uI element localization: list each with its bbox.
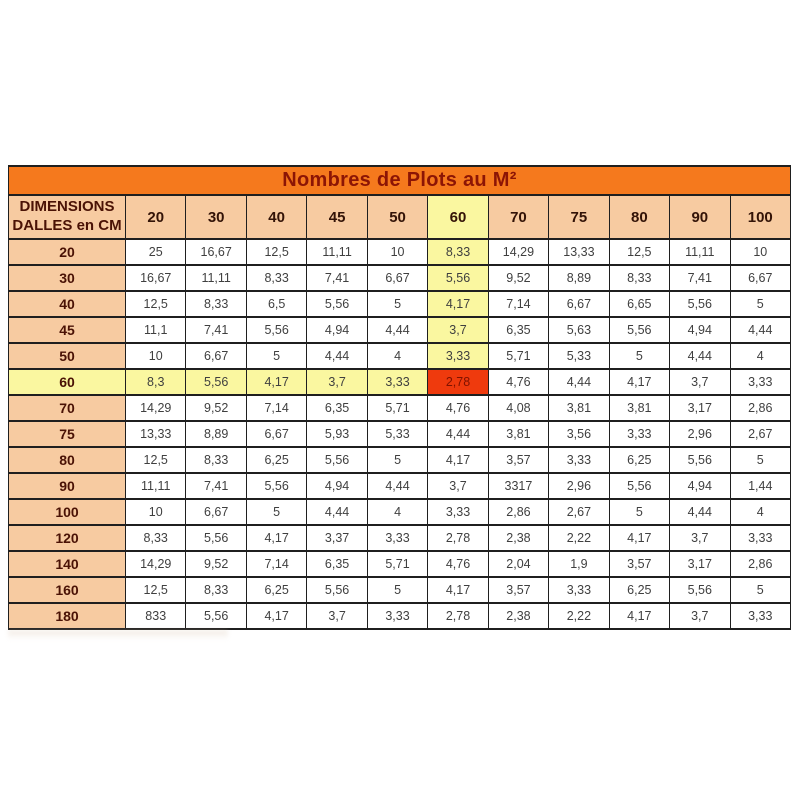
cell-160x50: 5 <box>367 577 427 603</box>
cell-20x50: 10 <box>367 239 427 265</box>
col-header-90: 90 <box>670 195 730 239</box>
cell-50x50: 4 <box>367 343 427 369</box>
cell-20x60: 8,33 <box>428 239 488 265</box>
cell-180x45: 3,7 <box>307 603 367 629</box>
cell-90x45: 4,94 <box>307 473 367 499</box>
cell-45x70: 6,35 <box>488 317 548 343</box>
cell-75x90: 2,96 <box>670 421 730 447</box>
cell-120x30: 5,56 <box>186 525 246 551</box>
row-header-50: 50 <box>9 343 126 369</box>
cell-180x90: 3,7 <box>670 603 730 629</box>
row-header-120: 120 <box>9 525 126 551</box>
cell-75x80: 3,33 <box>609 421 669 447</box>
cell-45x20: 11,1 <box>126 317 186 343</box>
cell-160x40: 6,25 <box>246 577 306 603</box>
cell-90x70: 3317 <box>488 473 548 499</box>
cell-140x45: 6,35 <box>307 551 367 577</box>
cell-140x30: 9,52 <box>186 551 246 577</box>
cell-140x100: 2,86 <box>730 551 790 577</box>
cell-20x100: 10 <box>730 239 790 265</box>
cell-30x100: 6,67 <box>730 265 790 291</box>
cell-140x40: 7,14 <box>246 551 306 577</box>
cell-140x70: 2,04 <box>488 551 548 577</box>
cell-160x100: 5 <box>730 577 790 603</box>
cell-40x70: 7,14 <box>488 291 548 317</box>
cell-40x80: 6,65 <box>609 291 669 317</box>
cell-80x50: 5 <box>367 447 427 473</box>
row-header-75: 75 <box>9 421 126 447</box>
cell-180x60: 2,78 <box>428 603 488 629</box>
col-header-40: 40 <box>246 195 306 239</box>
cell-180x50: 3,33 <box>367 603 427 629</box>
cell-160x20: 12,5 <box>126 577 186 603</box>
cell-60x20: 8,3 <box>126 369 186 395</box>
cell-120x75: 2,22 <box>549 525 609 551</box>
cell-100x80: 5 <box>609 499 669 525</box>
cell-40x20: 12,5 <box>126 291 186 317</box>
cell-70x50: 5,71 <box>367 395 427 421</box>
cell-160x70: 3,57 <box>488 577 548 603</box>
col-header-60: 60 <box>428 195 488 239</box>
cell-80x75: 3,33 <box>549 447 609 473</box>
cell-20x20: 25 <box>126 239 186 265</box>
plots-table <box>8 165 791 630</box>
cell-100x20: 10 <box>126 499 186 525</box>
cell-140x20: 14,29 <box>126 551 186 577</box>
cell-120x40: 4,17 <box>246 525 306 551</box>
cell-120x80: 4,17 <box>609 525 669 551</box>
cell-30x70: 9,52 <box>488 265 548 291</box>
cell-90x50: 4,44 <box>367 473 427 499</box>
cell-40x40: 6,5 <box>246 291 306 317</box>
cell-75x45: 5,93 <box>307 421 367 447</box>
cell-50x40: 5 <box>246 343 306 369</box>
table-body <box>9 239 791 629</box>
cell-75x40: 6,67 <box>246 421 306 447</box>
cell-40x45: 5,56 <box>307 291 367 317</box>
cell-120x100: 3,33 <box>730 525 790 551</box>
cell-75x30: 8,89 <box>186 421 246 447</box>
cell-80x40: 6,25 <box>246 447 306 473</box>
table-row-50 <box>9 343 791 369</box>
cell-30x80: 8,33 <box>609 265 669 291</box>
cell-30x30: 11,11 <box>186 265 246 291</box>
cell-60x75: 4,44 <box>549 369 609 395</box>
row-header-90: 90 <box>9 473 126 499</box>
row-header-80: 80 <box>9 447 126 473</box>
cell-70x30: 9,52 <box>186 395 246 421</box>
cell-120x60: 2,78 <box>428 525 488 551</box>
table-row-45 <box>9 317 791 343</box>
table-row-40 <box>9 291 791 317</box>
row-header-160: 160 <box>9 577 126 603</box>
cell-45x30: 7,41 <box>186 317 246 343</box>
table-row-60 <box>9 369 791 395</box>
col-header-80: 80 <box>609 195 669 239</box>
cell-75x70: 3,81 <box>488 421 548 447</box>
cell-40x30: 8,33 <box>186 291 246 317</box>
table-row-75 <box>9 421 791 447</box>
cell-180x40: 4,17 <box>246 603 306 629</box>
cell-90x30: 7,41 <box>186 473 246 499</box>
cell-80x70: 3,57 <box>488 447 548 473</box>
cell-70x75: 3,81 <box>549 395 609 421</box>
cell-180x70: 2,38 <box>488 603 548 629</box>
table-row-70 <box>9 395 791 421</box>
cell-90x60: 3,7 <box>428 473 488 499</box>
cell-100x30: 6,67 <box>186 499 246 525</box>
cell-80x20: 12,5 <box>126 447 186 473</box>
cell-45x100: 4,44 <box>730 317 790 343</box>
cell-100x45: 4,44 <box>307 499 367 525</box>
cell-120x70: 2,38 <box>488 525 548 551</box>
cell-20x80: 12,5 <box>609 239 669 265</box>
cell-75x75: 3,56 <box>549 421 609 447</box>
table-row-90 <box>9 473 791 499</box>
cell-60x30: 5,56 <box>186 369 246 395</box>
cell-20x40: 12,5 <box>246 239 306 265</box>
col-header-20: 20 <box>126 195 186 239</box>
cell-75x20: 13,33 <box>126 421 186 447</box>
header-row <box>9 195 791 239</box>
cell-50x70: 5,71 <box>488 343 548 369</box>
cell-90x90: 4,94 <box>670 473 730 499</box>
cell-140x90: 3,17 <box>670 551 730 577</box>
cell-100x70: 2,86 <box>488 499 548 525</box>
cell-100x75: 2,67 <box>549 499 609 525</box>
cell-80x80: 6,25 <box>609 447 669 473</box>
table-row-30 <box>9 265 791 291</box>
cell-120x90: 3,7 <box>670 525 730 551</box>
cell-30x40: 8,33 <box>246 265 306 291</box>
col-header-45: 45 <box>307 195 367 239</box>
cell-180x80: 4,17 <box>609 603 669 629</box>
cell-60x50: 3,33 <box>367 369 427 395</box>
cell-40x50: 5 <box>367 291 427 317</box>
cell-100x40: 5 <box>246 499 306 525</box>
cell-180x30: 5,56 <box>186 603 246 629</box>
cell-40x75: 6,67 <box>549 291 609 317</box>
cell-180x75: 2,22 <box>549 603 609 629</box>
cell-45x80: 5,56 <box>609 317 669 343</box>
cell-70x100: 2,86 <box>730 395 790 421</box>
cell-30x50: 6,67 <box>367 265 427 291</box>
cell-60x100: 3,33 <box>730 369 790 395</box>
table-row-80 <box>9 447 791 473</box>
col-header-30: 30 <box>186 195 246 239</box>
cell-20x70: 14,29 <box>488 239 548 265</box>
cell-70x40: 7,14 <box>246 395 306 421</box>
table-title: Nombres de Plots au M² <box>9 166 791 195</box>
row-header-100: 100 <box>9 499 126 525</box>
row-header-180: 180 <box>9 603 126 629</box>
cell-140x80: 3,57 <box>609 551 669 577</box>
cell-30x20: 16,67 <box>126 265 186 291</box>
title-row <box>9 166 791 195</box>
cell-45x50: 4,44 <box>367 317 427 343</box>
cell-90x20: 11,11 <box>126 473 186 499</box>
cell-60x45: 3,7 <box>307 369 367 395</box>
corner-header-line: DALLES en CM <box>12 217 122 234</box>
cell-70x90: 3,17 <box>670 395 730 421</box>
row-header-45: 45 <box>9 317 126 343</box>
cell-100x100: 4 <box>730 499 790 525</box>
cell-60x60: 2,78 <box>428 369 488 395</box>
cell-140x75: 1,9 <box>549 551 609 577</box>
cell-40x90: 5,56 <box>670 291 730 317</box>
cell-90x40: 5,56 <box>246 473 306 499</box>
cell-60x80: 4,17 <box>609 369 669 395</box>
table-row-120 <box>9 525 791 551</box>
cell-70x80: 3,81 <box>609 395 669 421</box>
cell-140x50: 5,71 <box>367 551 427 577</box>
cell-80x100: 5 <box>730 447 790 473</box>
bottom-shadow <box>8 630 228 640</box>
table-row-180 <box>9 603 791 629</box>
cell-70x45: 6,35 <box>307 395 367 421</box>
cell-45x60: 3,7 <box>428 317 488 343</box>
table-row-160 <box>9 577 791 603</box>
cell-50x100: 4 <box>730 343 790 369</box>
cell-80x60: 4,17 <box>428 447 488 473</box>
row-header-30: 30 <box>9 265 126 291</box>
cell-120x50: 3,33 <box>367 525 427 551</box>
col-header-100: 100 <box>730 195 790 239</box>
table-row-140 <box>9 551 791 577</box>
row-header-20: 20 <box>9 239 126 265</box>
cell-50x75: 5,33 <box>549 343 609 369</box>
row-header-40: 40 <box>9 291 126 317</box>
cell-90x80: 5,56 <box>609 473 669 499</box>
row-header-140: 140 <box>9 551 126 577</box>
cell-20x90: 11,11 <box>670 239 730 265</box>
cell-180x20: 833 <box>126 603 186 629</box>
cell-100x90: 4,44 <box>670 499 730 525</box>
cell-60x40: 4,17 <box>246 369 306 395</box>
cell-45x75: 5,63 <box>549 317 609 343</box>
cell-100x60: 3,33 <box>428 499 488 525</box>
cell-80x30: 8,33 <box>186 447 246 473</box>
cell-180x100: 3,33 <box>730 603 790 629</box>
cell-50x60: 3,33 <box>428 343 488 369</box>
cell-70x20: 14,29 <box>126 395 186 421</box>
cell-100x50: 4 <box>367 499 427 525</box>
cell-50x80: 5 <box>609 343 669 369</box>
col-header-50: 50 <box>367 195 427 239</box>
cell-45x40: 5,56 <box>246 317 306 343</box>
cell-30x75: 8,89 <box>549 265 609 291</box>
cell-75x50: 5,33 <box>367 421 427 447</box>
col-header-70: 70 <box>488 195 548 239</box>
cell-50x45: 4,44 <box>307 343 367 369</box>
cell-120x20: 8,33 <box>126 525 186 551</box>
corner-header <box>9 195 126 239</box>
cell-120x45: 3,37 <box>307 525 367 551</box>
cell-50x20: 10 <box>126 343 186 369</box>
corner-header-line: DIMENSIONS <box>19 198 115 216</box>
cell-160x60: 4,17 <box>428 577 488 603</box>
cell-70x70: 4,08 <box>488 395 548 421</box>
cell-90x75: 2,96 <box>549 473 609 499</box>
row-header-70: 70 <box>9 395 126 421</box>
cell-50x30: 6,67 <box>186 343 246 369</box>
cell-20x45: 11,11 <box>307 239 367 265</box>
cell-45x45: 4,94 <box>307 317 367 343</box>
cell-160x45: 5,56 <box>307 577 367 603</box>
cell-160x90: 5,56 <box>670 577 730 603</box>
cell-75x100: 2,67 <box>730 421 790 447</box>
cell-30x45: 7,41 <box>307 265 367 291</box>
cell-160x30: 8,33 <box>186 577 246 603</box>
cell-70x60: 4,76 <box>428 395 488 421</box>
table-row-20 <box>9 239 791 265</box>
cell-40x60: 4,17 <box>428 291 488 317</box>
cell-30x60: 5,56 <box>428 265 488 291</box>
cell-90x100: 1,44 <box>730 473 790 499</box>
cell-60x90: 3,7 <box>670 369 730 395</box>
cell-160x80: 6,25 <box>609 577 669 603</box>
cell-75x60: 4,44 <box>428 421 488 447</box>
cell-50x90: 4,44 <box>670 343 730 369</box>
cell-20x75: 13,33 <box>549 239 609 265</box>
cell-40x100: 5 <box>730 291 790 317</box>
col-header-75: 75 <box>549 195 609 239</box>
row-header-60: 60 <box>9 369 126 395</box>
cell-160x75: 3,33 <box>549 577 609 603</box>
cell-20x30: 16,67 <box>186 239 246 265</box>
cell-60x70: 4,76 <box>488 369 548 395</box>
cell-80x45: 5,56 <box>307 447 367 473</box>
cell-45x90: 4,94 <box>670 317 730 343</box>
table-row-100 <box>9 499 791 525</box>
cell-80x90: 5,56 <box>670 447 730 473</box>
cell-140x60: 4,76 <box>428 551 488 577</box>
cell-30x90: 7,41 <box>670 265 730 291</box>
